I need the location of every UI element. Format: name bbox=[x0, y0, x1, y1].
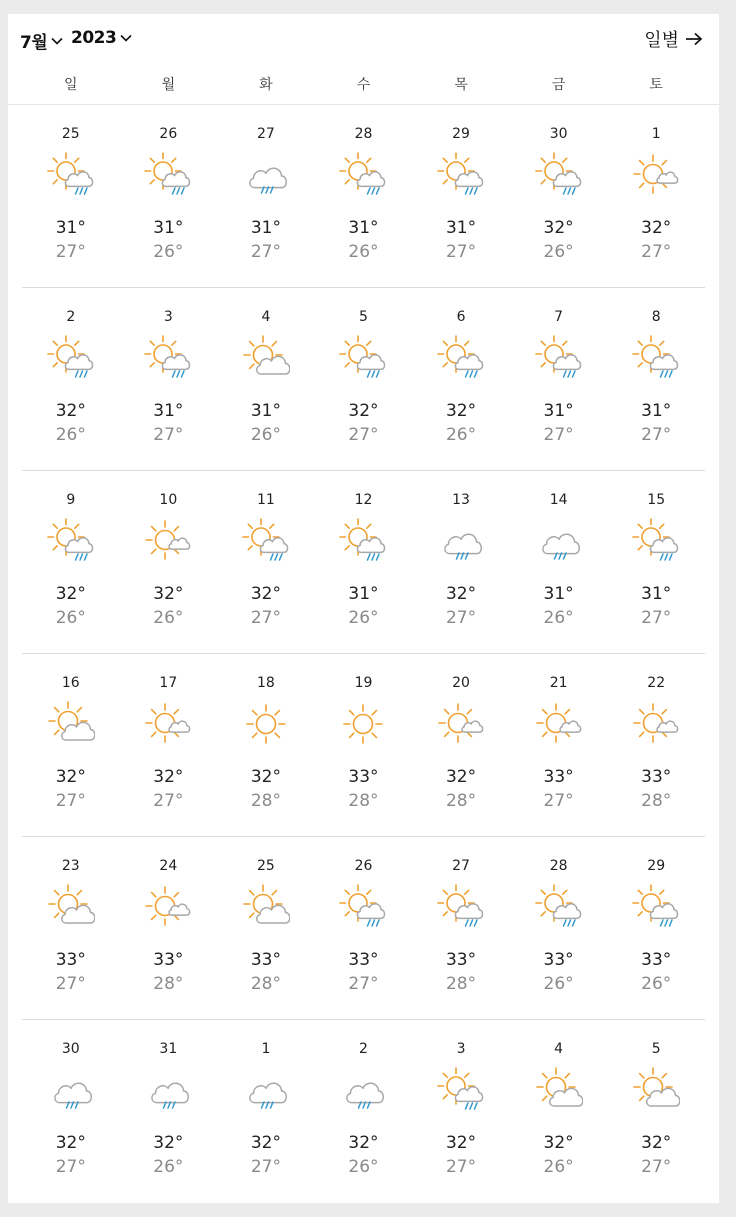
cloud-rain-icon bbox=[535, 517, 583, 565]
low-temp: 26° bbox=[543, 1157, 574, 1177]
partly-sunny-rain-icon bbox=[437, 883, 485, 931]
day-number: 10 bbox=[159, 492, 178, 508]
low-temp: 27° bbox=[641, 608, 672, 628]
sun-icon bbox=[339, 700, 387, 748]
day-number: 3 bbox=[163, 309, 173, 325]
low-temp: 26° bbox=[153, 1157, 184, 1177]
low-temp: 27° bbox=[55, 242, 86, 262]
day-number: 11 bbox=[257, 492, 275, 508]
high-temp: 31° bbox=[543, 584, 574, 604]
month-label: 7월 bbox=[20, 33, 48, 53]
day-cell[interactable] bbox=[607, 1020, 705, 1203]
partly-sunny-rain-icon bbox=[535, 334, 583, 382]
high-temp: 33° bbox=[55, 950, 86, 970]
day-cell[interactable] bbox=[412, 288, 510, 471]
low-temp: 26° bbox=[348, 1157, 379, 1177]
high-temp: 33° bbox=[348, 950, 379, 970]
high-temp: 31° bbox=[543, 401, 574, 421]
day-number: 7 bbox=[554, 309, 564, 325]
day-number: 29 bbox=[452, 126, 470, 142]
day-number: 17 bbox=[159, 675, 178, 691]
day-cell[interactable] bbox=[217, 837, 315, 1020]
week-row bbox=[22, 288, 705, 471]
low-temp: 28° bbox=[250, 974, 281, 994]
partly-sunny-rain-icon bbox=[632, 334, 680, 382]
day-number: 31 bbox=[159, 1041, 178, 1057]
high-temp: 31° bbox=[153, 401, 184, 421]
day-number: 9 bbox=[66, 492, 76, 508]
low-temp: 26° bbox=[543, 242, 574, 262]
partly-sunny-rain-icon bbox=[437, 1066, 485, 1114]
day-cell[interactable] bbox=[315, 837, 413, 1020]
day-cell[interactable] bbox=[120, 837, 218, 1020]
high-temp: 32° bbox=[250, 767, 281, 787]
partly-sunny-rain-icon bbox=[339, 334, 387, 382]
day-cell[interactable] bbox=[22, 837, 120, 1020]
low-temp: 28° bbox=[445, 974, 477, 994]
partly-sunny-rain-icon bbox=[437, 151, 485, 199]
day-number: 28 bbox=[354, 126, 373, 142]
day-cell[interactable] bbox=[120, 288, 218, 471]
high-temp: 33° bbox=[250, 950, 281, 970]
cloud-rain-icon bbox=[144, 1066, 192, 1114]
day-cell[interactable] bbox=[217, 1020, 315, 1203]
calendar-header bbox=[8, 14, 719, 64]
partly-cloudy-icon bbox=[47, 700, 95, 748]
low-temp: 27° bbox=[543, 791, 574, 811]
high-temp: 32° bbox=[641, 218, 672, 238]
low-temp: 27° bbox=[641, 1157, 672, 1177]
day-number: 12 bbox=[354, 492, 373, 508]
partly-cloudy-icon bbox=[242, 334, 290, 382]
low-temp: 26° bbox=[445, 425, 477, 445]
week-row bbox=[22, 654, 705, 837]
high-temp: 32° bbox=[348, 1133, 379, 1153]
high-temp: 32° bbox=[153, 767, 184, 787]
partly-sunny-rain-icon bbox=[144, 151, 192, 199]
low-temp: 26° bbox=[348, 242, 379, 262]
high-temp: 33° bbox=[641, 950, 672, 970]
day-cell[interactable] bbox=[607, 105, 705, 288]
partly-sunny-rain-icon bbox=[144, 334, 192, 382]
low-temp: 26° bbox=[250, 425, 281, 445]
partly-sunny-rain-icon bbox=[47, 151, 95, 199]
weekday-tue: 화 bbox=[259, 77, 273, 93]
low-temp: 27° bbox=[55, 1157, 86, 1177]
partly-sunny-rain-icon bbox=[535, 883, 583, 931]
partly-cloudy-icon bbox=[242, 883, 290, 931]
high-temp: 31° bbox=[641, 584, 672, 604]
high-temp: 33° bbox=[543, 767, 574, 787]
high-temp: 32° bbox=[445, 1133, 477, 1153]
day-cell[interactable] bbox=[412, 471, 510, 654]
cloud-rain-icon bbox=[242, 1066, 290, 1114]
day-number: 2 bbox=[66, 309, 76, 325]
daily-view-label: 일별 bbox=[644, 30, 679, 51]
partly-cloudy-icon bbox=[535, 1066, 583, 1114]
day-cell[interactable] bbox=[22, 1020, 120, 1203]
chevron-down-icon bbox=[120, 34, 132, 42]
day-cell[interactable] bbox=[510, 471, 608, 654]
day-cell[interactable] bbox=[510, 288, 608, 471]
weekday-wed: 수 bbox=[356, 77, 371, 93]
low-temp: 28° bbox=[445, 791, 477, 811]
day-cell[interactable] bbox=[607, 837, 705, 1020]
high-temp: 32° bbox=[55, 401, 86, 421]
partly-sunny-rain-icon bbox=[632, 517, 680, 565]
low-temp: 27° bbox=[348, 974, 379, 994]
day-number: 1 bbox=[651, 126, 661, 142]
high-temp: 31° bbox=[348, 584, 379, 604]
partly-cloudy-icon bbox=[47, 883, 95, 931]
low-temp: 27° bbox=[250, 608, 281, 628]
day-cell[interactable] bbox=[217, 471, 315, 654]
year-label: 2023 bbox=[71, 28, 117, 48]
day-number: 22 bbox=[647, 675, 666, 691]
high-temp: 32° bbox=[55, 767, 86, 787]
sun-icon bbox=[242, 700, 290, 748]
sun-small-cloud-icon bbox=[144, 517, 192, 565]
high-temp: 32° bbox=[543, 218, 574, 238]
day-cell[interactable] bbox=[22, 654, 120, 837]
week-row bbox=[22, 1020, 705, 1203]
arrow-right-icon bbox=[685, 32, 703, 46]
partly-sunny-rain-icon bbox=[339, 883, 387, 931]
day-number: 23 bbox=[61, 858, 80, 874]
low-temp: 27° bbox=[445, 1157, 477, 1177]
high-temp: 31° bbox=[250, 401, 281, 421]
day-number: 5 bbox=[359, 309, 368, 325]
weekday-mon: 월 bbox=[161, 77, 176, 93]
day-cell[interactable] bbox=[412, 1020, 510, 1203]
low-temp: 27° bbox=[250, 242, 281, 262]
partly-sunny-rain-icon bbox=[437, 334, 485, 382]
day-number: 8 bbox=[651, 309, 661, 325]
high-temp: 32° bbox=[641, 1133, 672, 1153]
day-cell[interactable] bbox=[217, 288, 315, 471]
day-number: 18 bbox=[257, 675, 275, 691]
partly-sunny-rain-icon bbox=[632, 883, 680, 931]
day-cell[interactable] bbox=[510, 654, 608, 837]
high-temp: 32° bbox=[445, 401, 477, 421]
day-cell[interactable] bbox=[217, 654, 315, 837]
day-cell[interactable] bbox=[607, 288, 705, 471]
low-temp: 27° bbox=[250, 1157, 281, 1177]
low-temp: 28° bbox=[153, 974, 184, 994]
daily-view-link[interactable] bbox=[644, 26, 703, 52]
cloud-rain-icon bbox=[437, 517, 485, 565]
low-temp: 26° bbox=[348, 608, 379, 628]
week-row bbox=[22, 105, 705, 288]
day-number: 27 bbox=[257, 126, 275, 142]
day-cell[interactable] bbox=[120, 471, 218, 654]
low-temp: 27° bbox=[153, 791, 184, 811]
day-number: 20 bbox=[452, 675, 470, 691]
partly-sunny-rain-icon bbox=[242, 517, 290, 565]
week-row bbox=[22, 837, 705, 1020]
low-temp: 26° bbox=[55, 608, 86, 628]
low-temp: 28° bbox=[641, 791, 672, 811]
high-temp: 33° bbox=[445, 950, 477, 970]
day-cell[interactable] bbox=[315, 1020, 413, 1203]
day-number: 4 bbox=[554, 1041, 564, 1057]
low-temp: 28° bbox=[250, 791, 281, 811]
high-temp: 32° bbox=[55, 584, 86, 604]
day-number: 19 bbox=[354, 675, 373, 691]
day-cell[interactable] bbox=[412, 105, 510, 288]
high-temp: 32° bbox=[153, 584, 184, 604]
day-number: 13 bbox=[452, 492, 470, 508]
high-temp: 32° bbox=[153, 1133, 184, 1153]
week-row bbox=[22, 471, 705, 654]
day-number: 3 bbox=[456, 1041, 466, 1057]
high-temp: 33° bbox=[348, 767, 379, 787]
low-temp: 27° bbox=[641, 242, 672, 262]
day-number: 15 bbox=[647, 492, 666, 508]
day-cell[interactable] bbox=[217, 105, 315, 288]
partly-sunny-rain-icon bbox=[47, 517, 95, 565]
day-number: 4 bbox=[261, 309, 271, 325]
day-number: 2 bbox=[359, 1041, 368, 1057]
partly-sunny-rain-icon bbox=[535, 151, 583, 199]
day-number: 16 bbox=[61, 675, 80, 691]
sun-small-cloud-icon bbox=[437, 700, 485, 748]
day-number: 5 bbox=[651, 1041, 661, 1057]
day-cell[interactable] bbox=[607, 471, 705, 654]
day-cell[interactable] bbox=[510, 1020, 608, 1203]
high-temp: 32° bbox=[55, 1133, 86, 1153]
high-temp: 31° bbox=[348, 218, 379, 238]
day-cell[interactable] bbox=[315, 288, 413, 471]
high-temp: 33° bbox=[641, 767, 672, 787]
day-cell[interactable] bbox=[607, 654, 705, 837]
day-number: 30 bbox=[549, 126, 568, 142]
day-number: 6 bbox=[456, 309, 466, 325]
high-temp: 31° bbox=[250, 218, 281, 238]
day-cell[interactable] bbox=[22, 105, 120, 288]
low-temp: 27° bbox=[445, 242, 477, 262]
cloud-rain-icon bbox=[339, 1066, 387, 1114]
weekday-sun: 일 bbox=[64, 77, 78, 93]
year-selector[interactable] bbox=[71, 28, 132, 48]
chevron-down-icon bbox=[51, 37, 63, 45]
day-number: 29 bbox=[647, 858, 666, 874]
partly-sunny-rain-icon bbox=[339, 151, 387, 199]
day-cell[interactable] bbox=[120, 105, 218, 288]
high-temp: 31° bbox=[55, 218, 86, 238]
high-temp: 31° bbox=[153, 218, 184, 238]
day-cell[interactable] bbox=[315, 471, 413, 654]
sun-small-cloud-icon bbox=[144, 700, 192, 748]
low-temp: 27° bbox=[55, 974, 86, 994]
day-cell[interactable] bbox=[120, 1020, 218, 1203]
month-selector[interactable] bbox=[20, 28, 63, 53]
day-cell[interactable] bbox=[412, 837, 510, 1020]
low-temp: 27° bbox=[543, 425, 574, 445]
weekday-header-row bbox=[22, 74, 705, 94]
cloud-rain-icon bbox=[47, 1066, 95, 1114]
low-temp: 26° bbox=[153, 242, 184, 262]
high-temp: 32° bbox=[250, 584, 281, 604]
low-temp: 26° bbox=[543, 608, 574, 628]
weekday-thu: 목 bbox=[454, 77, 468, 93]
day-number: 25 bbox=[257, 858, 275, 874]
day-number: 14 bbox=[549, 492, 568, 508]
day-cell[interactable] bbox=[315, 654, 413, 837]
low-temp: 27° bbox=[641, 425, 672, 445]
weekday-sat: 토 bbox=[649, 77, 663, 93]
low-temp: 27° bbox=[153, 425, 184, 445]
day-cell[interactable] bbox=[22, 471, 120, 654]
high-temp: 32° bbox=[348, 401, 379, 421]
low-temp: 26° bbox=[543, 974, 574, 994]
day-cell[interactable] bbox=[412, 654, 510, 837]
low-temp: 27° bbox=[348, 425, 379, 445]
sun-small-cloud-icon bbox=[535, 700, 583, 748]
partly-sunny-rain-icon bbox=[339, 517, 387, 565]
low-temp: 28° bbox=[348, 791, 379, 811]
low-temp: 26° bbox=[641, 974, 672, 994]
low-temp: 27° bbox=[55, 791, 86, 811]
high-temp: 33° bbox=[153, 950, 184, 970]
weekday-fri: 금 bbox=[551, 77, 566, 93]
day-cell[interactable] bbox=[510, 837, 608, 1020]
day-cell[interactable] bbox=[22, 288, 120, 471]
day-number: 21 bbox=[549, 675, 568, 691]
high-temp: 31° bbox=[445, 218, 477, 238]
high-temp: 33° bbox=[543, 950, 574, 970]
day-number: 26 bbox=[354, 858, 373, 874]
high-temp: 31° bbox=[641, 401, 672, 421]
day-cell[interactable] bbox=[510, 105, 608, 288]
day-number: 30 bbox=[61, 1041, 80, 1057]
sun-small-cloud-icon bbox=[144, 883, 192, 931]
day-number: 25 bbox=[61, 126, 80, 142]
day-number: 26 bbox=[159, 126, 178, 142]
day-number: 24 bbox=[159, 858, 178, 874]
high-temp: 32° bbox=[543, 1133, 574, 1153]
day-number: 1 bbox=[261, 1041, 271, 1057]
cloud-rain-icon bbox=[242, 151, 290, 199]
day-cell[interactable] bbox=[315, 105, 413, 288]
low-temp: 27° bbox=[445, 608, 477, 628]
sun-small-cloud-icon bbox=[632, 151, 680, 199]
high-temp: 32° bbox=[445, 767, 477, 787]
partly-cloudy-icon bbox=[632, 1066, 680, 1114]
high-temp: 32° bbox=[250, 1133, 281, 1153]
high-temp: 32° bbox=[445, 584, 477, 604]
low-temp: 26° bbox=[55, 425, 86, 445]
sun-small-cloud-icon bbox=[632, 700, 680, 748]
partly-sunny-rain-icon bbox=[47, 334, 95, 382]
day-cell[interactable] bbox=[120, 654, 218, 837]
calendar-card bbox=[8, 14, 719, 1203]
day-number: 28 bbox=[549, 858, 568, 874]
low-temp: 26° bbox=[153, 608, 184, 628]
day-number: 27 bbox=[452, 858, 470, 874]
